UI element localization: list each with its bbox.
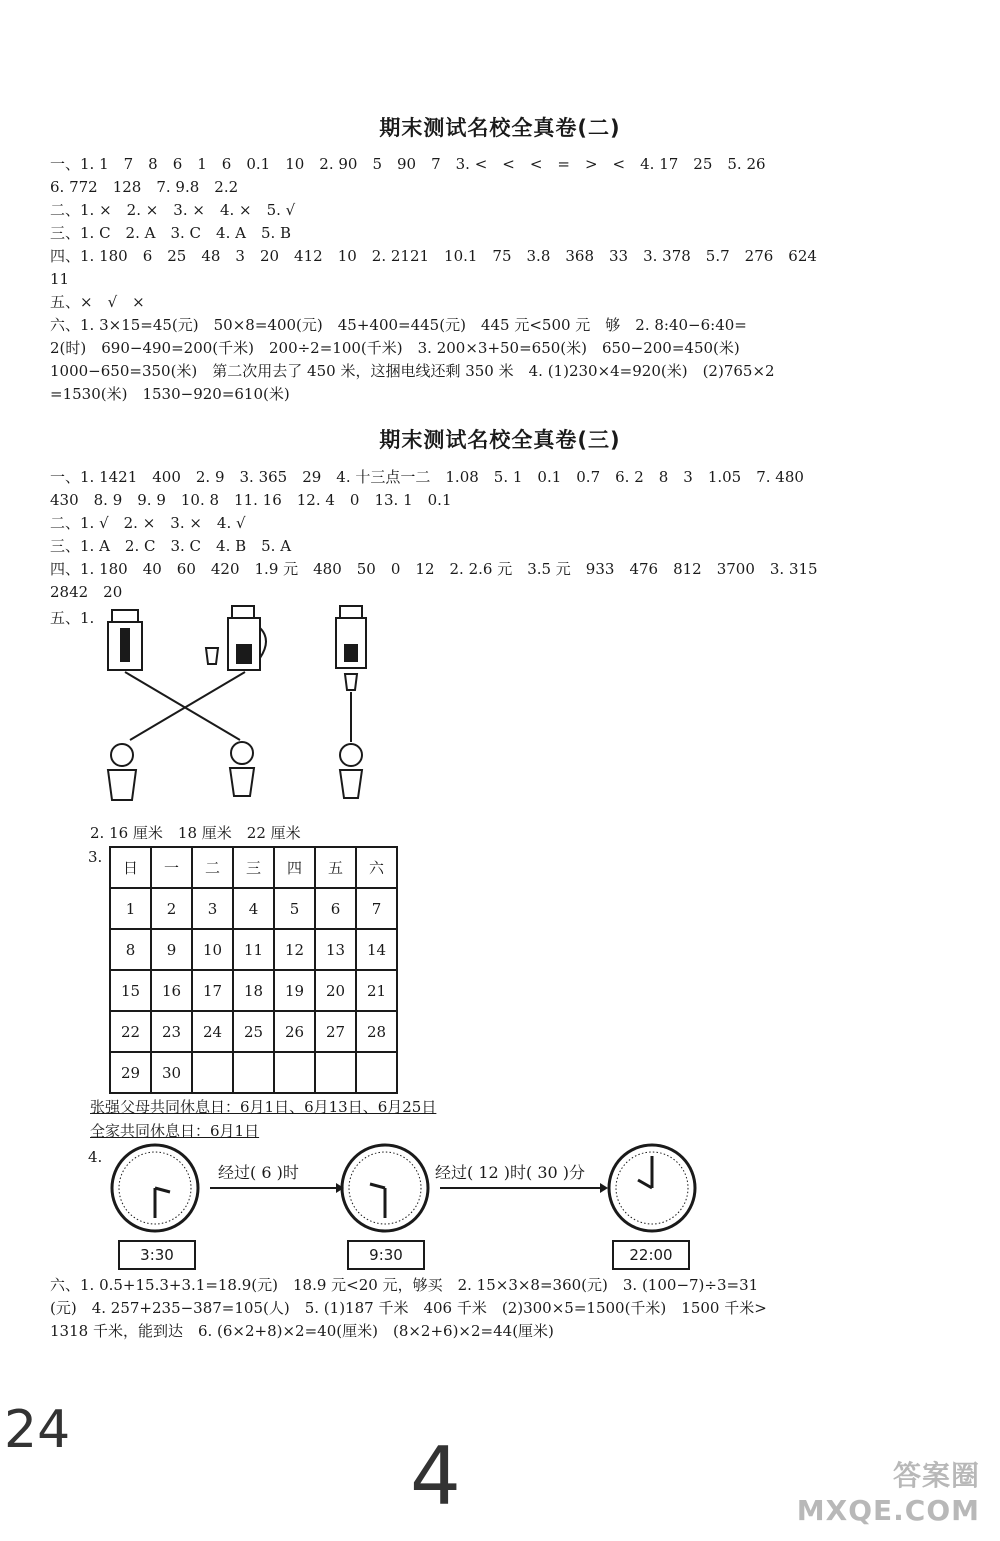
answer-line: 11 <box>50 270 70 288</box>
calendar-cell: 6 <box>315 888 356 929</box>
calendar-cell: 10 <box>192 929 233 970</box>
calendar-cell: 4 <box>233 888 274 929</box>
answer-line: =1530(米) 1530−920=610(米) <box>50 385 290 403</box>
calendar-cell <box>315 1052 356 1093</box>
page-number: 4 <box>410 1430 461 1523</box>
answer-line: (元) 4. 257+235−387=105(人) 5. (1)187 千米 406 千米 (2)300×5=1500(千米) 1500 千米> <box>50 1299 767 1317</box>
calendar-row <box>110 1052 397 1093</box>
calendar-header-cell: 三 <box>233 847 274 888</box>
q5-1-label: 五、1. <box>50 609 95 627</box>
answer-line: 2(时) 690−490=200(千米) 200÷2=100(千米) 3. 200×3+50=650(米) 650−200=450(米) <box>50 339 740 357</box>
answer-line: 三、1. C 2. A 3. C 4. A 5. B <box>50 224 292 242</box>
matching-illustration <box>100 600 400 810</box>
cup-icon <box>345 674 357 690</box>
calendar-cell: 19 <box>274 970 315 1011</box>
calendar-cell: 15 <box>110 970 151 1011</box>
clock-time-box: 3:30 <box>118 1240 196 1270</box>
calendar-cell: 23 <box>151 1011 192 1052</box>
calendar-cell: 9 <box>151 929 192 970</box>
arrow-label-2: 经过( 12 )时( 30 )分 <box>435 1163 586 1182</box>
watermark <box>797 1454 980 1527</box>
section2-title: 期末测试名校全真卷(二) <box>379 116 621 140</box>
rest-days-parents: 张强父母共同休息日：6月1日、6月13日、6月25日 <box>90 1098 437 1116</box>
calendar-cell: 26 <box>274 1011 315 1052</box>
calendar-cell <box>356 1052 397 1093</box>
answer-line: 六、1. 0.5+15.3+3.1=18.9(元) 18.9 元<20 元，够买 2. 15×3×8=360(元) 3. (100−7)÷3=31 <box>50 1276 759 1294</box>
calendar-cell: 16 <box>151 970 192 1011</box>
calendar-cell: 11 <box>233 929 274 970</box>
answer-line: 1318 千米，能到达 6. (6×2+8)×2=40(厘米) (8×2+6)×2=44(厘米) <box>50 1322 554 1340</box>
calendar-cell: 17 <box>192 970 233 1011</box>
thermos-icon <box>108 610 142 670</box>
calendar-cell: 8 <box>110 929 151 970</box>
clock-icon <box>609 1145 695 1231</box>
calendar-cell: 7 <box>356 888 397 929</box>
calendar-header-cell: 六 <box>356 847 397 888</box>
answer-line: 五、× √ × <box>50 293 145 311</box>
calendar-cell: 18 <box>233 970 274 1011</box>
answer-line: 一、1. 1 7 8 6 1 6 0.1 10 2. 90 5 90 7 3. < < < = > < 4. 17 25 5. 26 <box>50 155 766 173</box>
answer-line: 1000−650=350(米) 第二次用去了 450 米，这捆电线还剩 350 米 4. (1)230×4=920(米) (2)765×2 <box>50 362 775 380</box>
rest-days-family: 全家共同休息日：6月1日 <box>90 1122 260 1140</box>
answer-line: 二、1. × 2. × 3. × 4. × 5. √ <box>50 201 296 219</box>
calendar-cell: 27 <box>315 1011 356 1052</box>
clock-icon <box>342 1145 428 1231</box>
calendar-header-cell: 一 <box>151 847 192 888</box>
calendar-cell: 20 <box>315 970 356 1011</box>
answer-line: 6. 772 128 7. 9.8 2.2 <box>50 178 239 196</box>
watermark-bottom: MXQE.COM <box>796 1494 980 1527</box>
watermark-top: 答案圈 <box>892 1459 980 1492</box>
arrow-head-icon <box>600 1183 608 1193</box>
answer-line: 四、1. 180 6 25 48 3 20 412 10 2. 2121 10.1 75 3.8 368 33 3. 378 5.7 276 624 <box>50 247 817 265</box>
match-line <box>130 672 245 740</box>
thermos-with-handle-icon <box>228 606 266 670</box>
calendar-row <box>110 888 397 929</box>
answer-line: 三、1. A 2. C 3. C 4. B 5. A <box>50 537 292 555</box>
calendar-cell: 13 <box>315 929 356 970</box>
q5-3-label: 3. <box>88 848 103 866</box>
calendar-header-cell: 五 <box>315 847 356 888</box>
calendar-cell: 3 <box>192 888 233 929</box>
answer-line: 一、1. 1421 400 2. 9 3. 365 29 4. 十三点一二 1.08 5. 1 0.1 0.7 6. 2 8 3 1.05 7. 480 <box>50 468 804 486</box>
child-icon <box>108 744 136 800</box>
calendar-cell: 5 <box>274 888 315 929</box>
clock-time-box: 22:00 <box>612 1240 690 1270</box>
calendar-cell: 14 <box>356 929 397 970</box>
calendar-cell <box>274 1052 315 1093</box>
child-icon <box>340 744 362 798</box>
clock-diagram <box>100 1140 720 1240</box>
calendar-cell: 28 <box>356 1011 397 1052</box>
answer-line: 2842 20 <box>50 583 123 601</box>
calendar-row <box>110 1011 397 1052</box>
calendar-table <box>109 846 398 1094</box>
calendar-cell: 2 <box>151 888 192 929</box>
calendar-cell: 22 <box>110 1011 151 1052</box>
answer-line: 六、1. 3×15=45(元) 50×8=400(元) 45+400=445(元) 445 元<500 元 够 2. 8:40−6:40= <box>50 316 747 334</box>
section3-title: 期末测试名校全真卷(三) <box>379 428 621 452</box>
match-line <box>125 672 240 740</box>
answer-line: 二、1. √ 2. × 3. × 4. √ <box>50 514 246 532</box>
calendar-header-cell: 日 <box>110 847 151 888</box>
calendar-header-cell: 二 <box>192 847 233 888</box>
calendar-cell: 12 <box>274 929 315 970</box>
calendar-cell: 1 <box>110 888 151 929</box>
child-icon <box>230 742 254 796</box>
calendar-cell <box>233 1052 274 1093</box>
calendar-row <box>110 970 397 1011</box>
arrow-label-1: 经过( 6 )时 <box>218 1163 299 1182</box>
clock-icon <box>112 1145 198 1231</box>
cup-icon <box>206 648 218 664</box>
calendar-header-row <box>110 847 397 888</box>
calendar-cell: 25 <box>233 1011 274 1052</box>
q5-2-answer: 2. 16 厘米 18 厘米 22 厘米 <box>90 824 301 842</box>
q5-4-label: 4. <box>88 1148 103 1166</box>
calendar-cell: 29 <box>110 1052 151 1093</box>
answer-line: 430 8. 9 9. 9 10. 8 11. 16 12. 4 0 13. 1 0.1 <box>50 491 452 509</box>
thermos-icon <box>336 606 366 668</box>
answer-line: 四、1. 180 40 60 420 1.9 元 480 50 0 12 2. 2.6 元 3.5 元 933 476 812 3700 3. 315 <box>50 560 818 578</box>
clock-time-box: 9:30 <box>347 1240 425 1270</box>
calendar-row <box>110 929 397 970</box>
margin-mark: 24 <box>4 1400 71 1460</box>
calendar-cell <box>192 1052 233 1093</box>
calendar-header-cell: 四 <box>274 847 315 888</box>
calendar-cell: 21 <box>356 970 397 1011</box>
calendar-cell: 30 <box>151 1052 192 1093</box>
calendar-cell: 24 <box>192 1011 233 1052</box>
